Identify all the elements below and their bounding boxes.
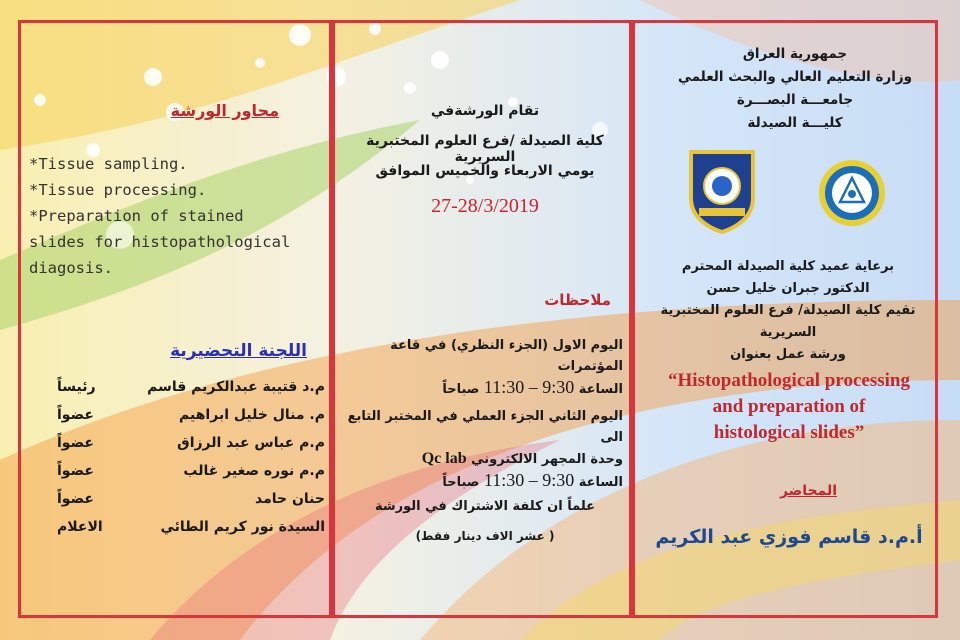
- sponsor-line: برعاية عميد كلية الصيدلة المحترم: [681, 259, 895, 274]
- day2-line: اليوم الثاني الجزء العملي في المختبر التابع الى: [347, 409, 623, 445]
- day1-time-line: [337, 377, 623, 400]
- member-role: عضواً: [57, 463, 94, 479]
- workshop-title-line: histological slides”: [713, 422, 865, 443]
- committee-member-row: [35, 513, 325, 541]
- day2-lab-prefix: وحدة المجهر الالكتروني: [471, 452, 623, 467]
- committee-member-row: [35, 373, 325, 401]
- time-prefix: الساعة: [578, 475, 623, 490]
- committee-member-row: [35, 401, 325, 429]
- committee-member-row: [35, 485, 325, 513]
- member-role: عضواً: [57, 407, 94, 423]
- university-logo: [685, 148, 759, 234]
- venue-line: يومي الاربعاء والخميس الموافق: [375, 163, 595, 179]
- lecturer-name: أ.م.د قاسم فوزي عبد الكريم: [655, 526, 923, 548]
- member-role: عضواً: [57, 491, 94, 507]
- ministry-line: وزارة التعليم العالي والبحث العلمي: [677, 69, 913, 85]
- left-panel: [18, 20, 332, 618]
- topic-line: *Preparation of stained: [29, 207, 244, 225]
- venue-line: كلية الصيدلة /فرع العلوم المختبرية السريرية: [366, 133, 604, 165]
- topic-line: diagosis.: [29, 259, 113, 277]
- day1-line: اليوم الاول (الجزء النظري) في قاعة المؤتمرات: [390, 338, 623, 374]
- time-suffix: صباحاً: [442, 475, 480, 490]
- sponsor-line: الدكتور جبران خليل حسن: [706, 281, 870, 296]
- fee-line: علماً ان كلفة الاشتراك في الورشة: [374, 499, 596, 514]
- committee-member-row: [35, 457, 325, 485]
- member-name: م.م عباس عبد الرزاق: [177, 435, 325, 451]
- fee-amount: ( عشر الاف دينار فقط): [415, 529, 555, 543]
- topic-line: *Tissue sampling.: [29, 155, 188, 173]
- venue-line: تقام الورشةفي: [430, 103, 540, 119]
- notes-title: ملاحظات: [544, 291, 611, 309]
- institution-block: [655, 43, 935, 135]
- workshop-title-line: “Histopathological processing: [668, 370, 910, 391]
- right-panel: [632, 20, 938, 618]
- day2-lab-line: [337, 448, 623, 470]
- member-name: م.د قتيبة عبدالكريم قاسم: [147, 379, 325, 395]
- lecturer-label: المحاضر: [779, 483, 837, 499]
- day2-time: 9:30 – 11:30: [483, 470, 575, 490]
- middle-panel: [332, 20, 632, 618]
- day2-time-line: [337, 470, 623, 493]
- member-name: السيدة نور كريم الطائي: [160, 519, 325, 535]
- sponsor-line: ورشة عمل بعنوان: [730, 347, 846, 362]
- topics-list: [29, 151, 329, 281]
- member-name: م. منال خليل ابراهيم: [179, 407, 325, 423]
- college-line: كليـــة الصيدلة: [747, 115, 843, 131]
- topic-line: *Tissue processing.: [29, 181, 207, 199]
- college-logo: [817, 158, 887, 228]
- university-line: جامعـــة البصـــرة: [736, 92, 854, 108]
- workshop-date: 27-28/3/2019: [431, 195, 539, 217]
- day1-time: 9:30 – 11:30: [483, 377, 575, 397]
- workshop-axes-title: محاور الورشة: [170, 101, 279, 120]
- member-role: رئيساً: [57, 379, 96, 395]
- topic-line: slides for histopathological: [29, 233, 291, 251]
- member-role: عضواً: [57, 435, 94, 451]
- day2-lab: Qc lab: [421, 450, 467, 467]
- sponsor-line: تقيم كلية الصيدلة/ فرع العلوم المختبرية السريرية: [660, 303, 916, 340]
- workshop-title: [639, 368, 939, 446]
- member-name: حنان حامد: [255, 491, 325, 507]
- member-name: م.م نوره صغير غالب: [183, 463, 325, 479]
- time-suffix: صباحاً: [442, 382, 480, 397]
- workshop-title-line: and preparation of: [712, 396, 866, 417]
- country-line: جمهورية العراق: [742, 46, 848, 62]
- time-prefix: الساعة: [578, 382, 623, 397]
- sponsor-block: [643, 256, 933, 366]
- member-role: الاعلام: [57, 519, 103, 535]
- committee-member-row: [35, 429, 325, 457]
- notes-body: [337, 335, 623, 493]
- committee-title: اللجنة التحضيرية: [170, 341, 307, 361]
